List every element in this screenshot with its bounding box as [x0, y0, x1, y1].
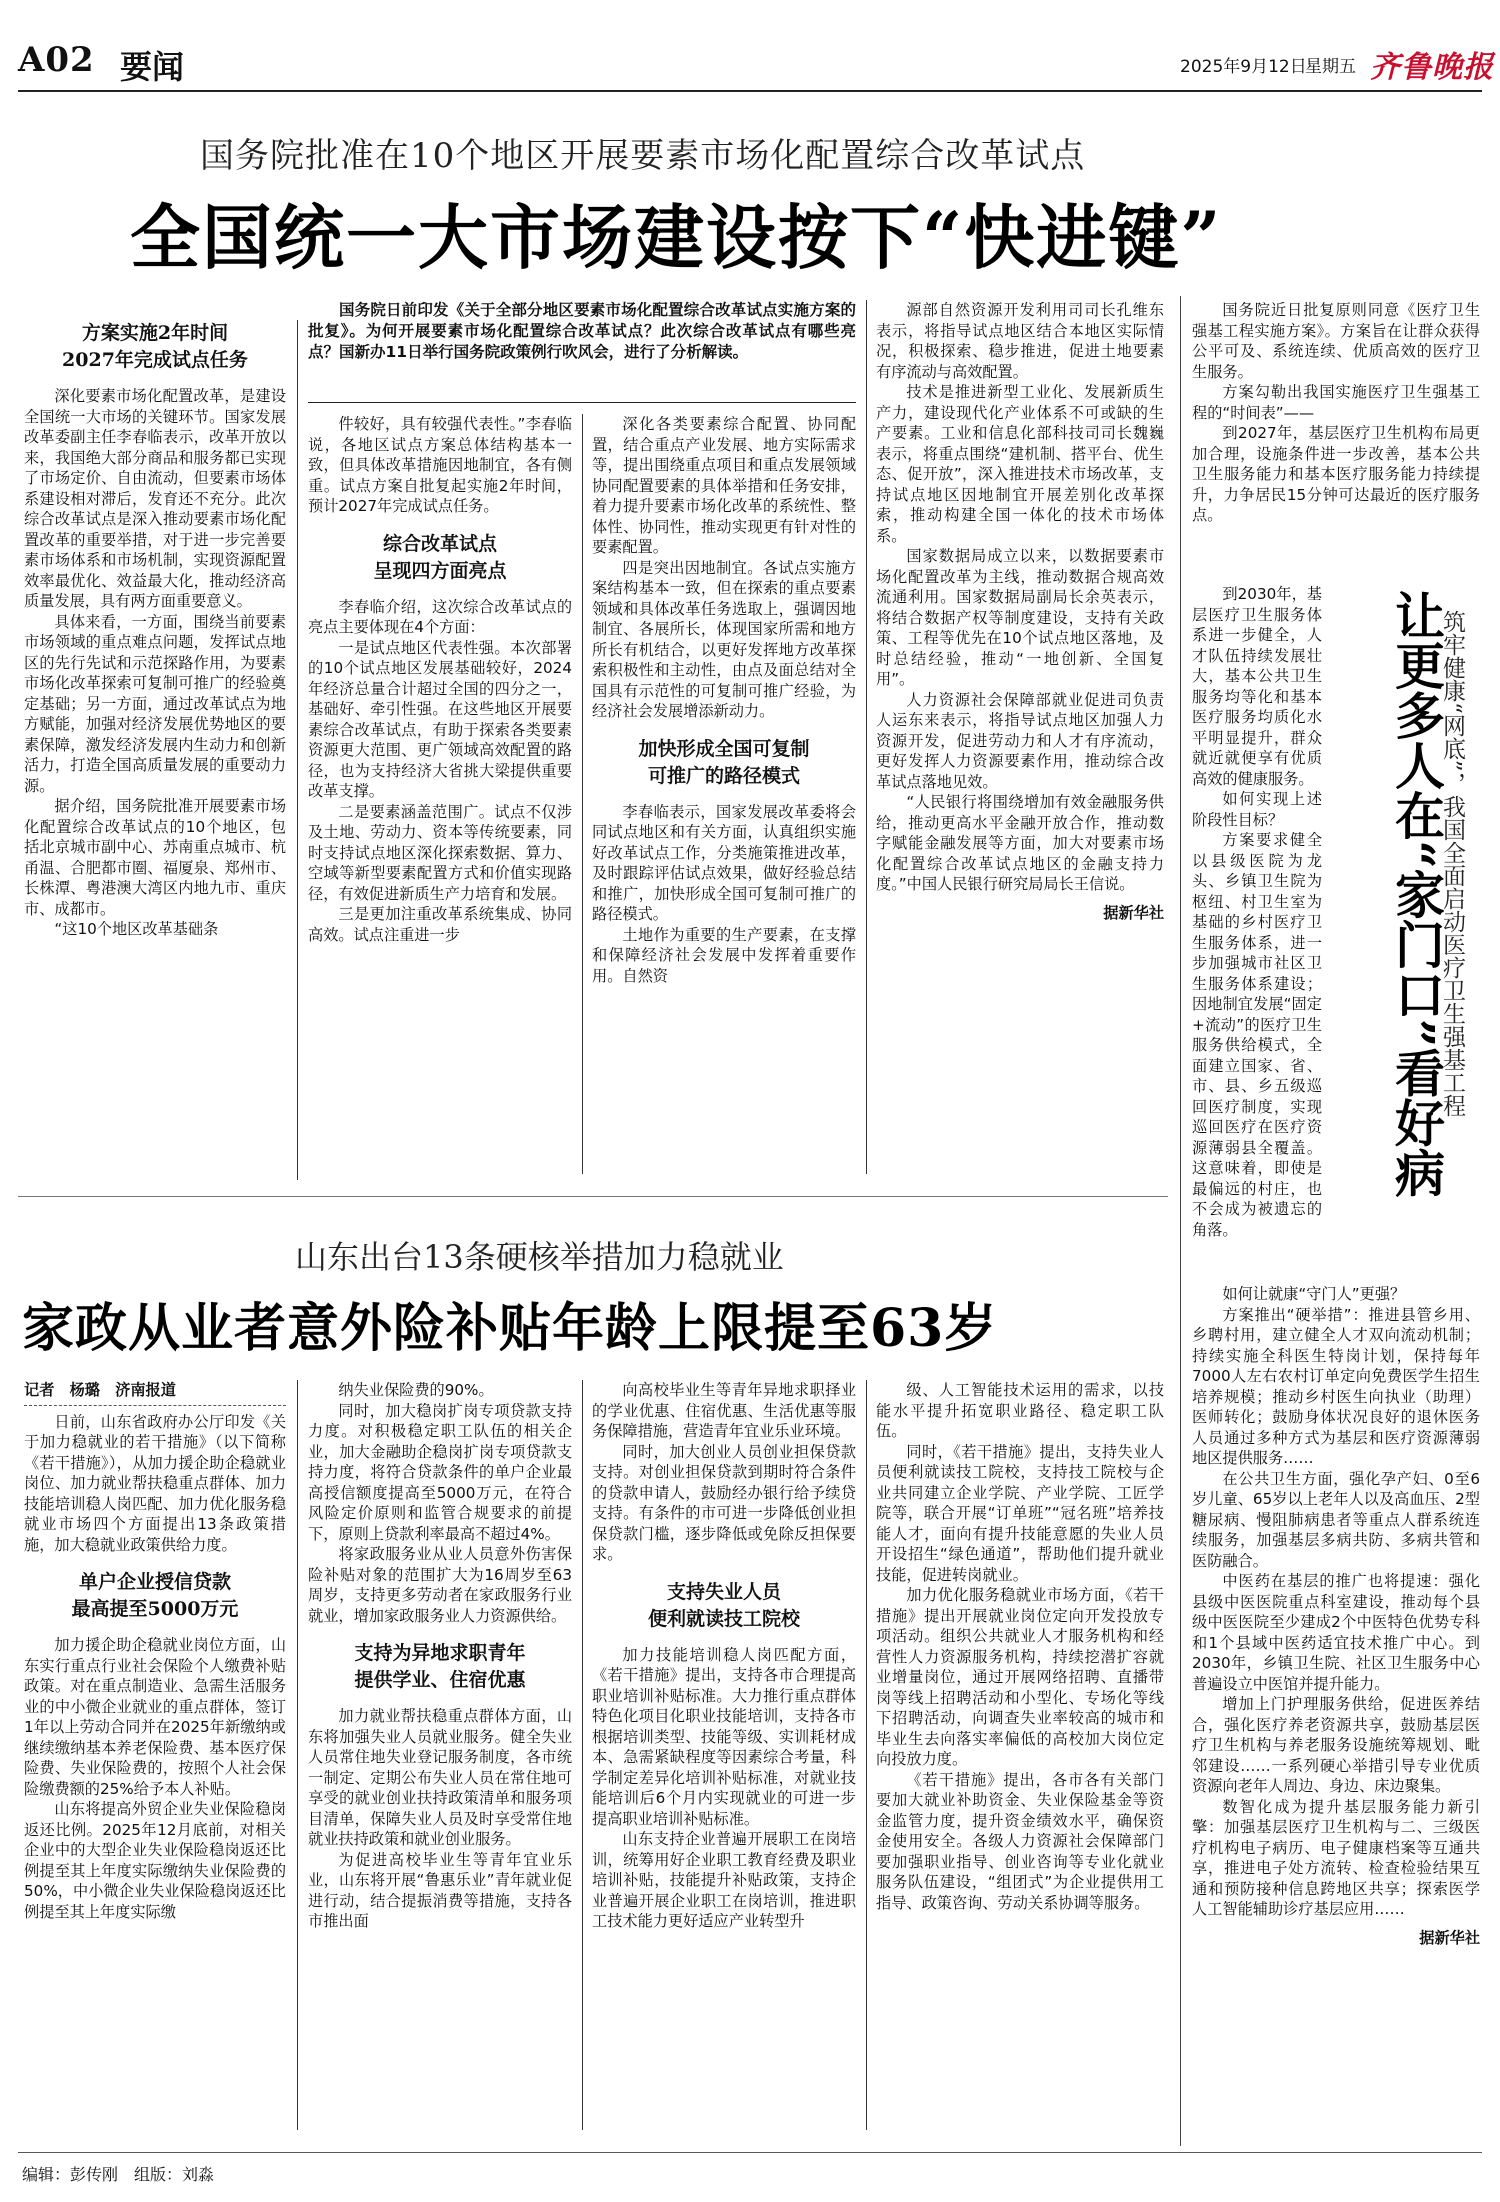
story1-source: 据新华社 — [1103, 903, 1164, 922]
story2-paragraph: 《若干措施》提出，各市各有关部门要加大就业补助资金、失业保险基金等资金监管力度，提升资金绩效水平，确保资金使用安全。各级人力资源社会保障部门要加强职业指导、创业咨询等专业化就业服务队伍建设，“组团式”为企业提供用工指导、政策咨询、劳动关系协调等服务。 — [876, 1770, 1164, 1912]
story2-subhead-1: 单户企业授信贷款 最高提至5000万元 — [71, 1571, 239, 1620]
story2-column-4 — [876, 1380, 1164, 2140]
story1-column-2 — [308, 414, 572, 1180]
page-number: A02 — [18, 40, 95, 80]
story1-column-4 — [876, 300, 1164, 1180]
story1-subhead-1: 方案实施2年时间 2027年完成试点任务 — [62, 322, 248, 371]
story2-paragraph: 日前，山东省政府办公厅印发《关于加力稳就业的若干措施》（以下简称《若干措施》），从加力援企助企稳就业岗位、加力就业帮扶稳重点群体、加力技能培训稳人岗匹配、加力优化服务稳就业市场四个方面提出13条政策措施，加大稳就业政策供给力度。 — [24, 1412, 286, 1554]
story3-narrow-text — [1192, 584, 1322, 1284]
story1-paragraph: 一是试点地区代表性强。本次部署的10个试点地区发展基础较好，2024年经济总量合计超过全国的四分之一，基础好、牵引性强。在这些地区开展要素综合改革试点，有助于探索各类要素资源更大范围、更广领域高效配置的路径，也为支持经济大省挑大梁提供重要改革支撑。 — [308, 638, 572, 800]
story1-headline: 全国统一大市场建设按下“快进键” — [130, 196, 1223, 279]
column-divider — [866, 1380, 867, 2130]
column-divider — [582, 1380, 583, 2130]
story3-paragraph: 如何实现上述阶段性目标？ — [1192, 790, 1322, 829]
story1-paragraph: 深化要素市场化配置改革，是建设全国统一大市场的关键环节。国家发展改革委副主任李春临表示，改革开放以来，我国绝大部分商品和服务都已实现了市场定价、自由流动，但要素市场体系建设相对滞后，发育还不充分。此次综合改革试点是深入推动要素市场化配置改革的重要举措，对于进一步完善要素市场体系和市场机制，实现资源配置效率最优化、效益最大化，推动经济高质量发展，具有两方面重要意义。 — [24, 387, 286, 610]
story1-paragraph: 四是突出因地制宜。各试点实施方案结构基本一致，但在探索的重点要素领域和具体改革任务选取上，强调因地制宜、各展所长，体现国家所需和地方所长有机结合，以更好发挥地方改革探索积极性和主动性，由点及面总结对全国具有示范性的可复制可推广经验，为经济社会发展增添新动力。 — [592, 558, 856, 720]
story1-subhead-2: 综合改革试点 呈现四方面亮点 — [373, 532, 507, 582]
story3-source: 据新华社 — [1419, 1928, 1480, 1947]
story3-paragraph: 到2027年，基层医疗卫生机构布局更加合理，设施条件进一步改善，基本公共卫生服务能力和基本医疗服务能力持续提升，力争居民15分钟可达最近的医疗服务点。 — [1192, 424, 1480, 524]
story1-paragraph: 三是更加注重改革系统集成、协同高效。试点注重进一步 — [308, 905, 572, 944]
story3-paragraph: 国务院近日批复原则同意《医疗卫生强基工程实施方案》。方案旨在让群众获得公平可及、系统连续、优质高效的医疗卫生服务。 — [1192, 301, 1480, 381]
story3-paragraph: 方案推出“硬举措”：推进县管乡用、乡聘村用，建立健全人才双向流动机制；持续实施全科医生特岗计划，保持每年7000人左右农村订单定向免费医学生招生培养规模；推动乡村医生向执业（助理）医师转化；鼓励身体状况良好的退休医务人员通过多种方式为基层和医疗资源薄弱地区提供服务…… — [1192, 1305, 1480, 1467]
story2-paragraph: 向高校毕业生等青年异地求职择业的学业优惠、住宿优惠、生活优惠等服务保障措施，营造青年宜业乐业环境。 — [592, 1381, 856, 1440]
story1-column-3 — [592, 414, 856, 1180]
story3-subtitle: 筑牢健康“网底”，我国全面启动医疗卫生强基工程 — [1439, 610, 1465, 1117]
story2-paragraph: 将家政服务业从业人员意外伤害保险补贴对象的范围扩大为16周岁至63周岁，支持更多劳动者在家政服务行业就业，增加家政服务业人力资源供给。 — [308, 1545, 572, 1625]
story2-paragraph: 加力就业帮扶稳重点群体方面，山东将加强失业人员就业服务。健全失业人员常住地失业登记服务制度，各市统一制定、定期公布失业人员在常住地可享受的就业创业扶持政策清单和服务项目清单，保障失业人员及时享受常住地就业扶持政策和就业创业服务。 — [308, 1707, 572, 1848]
story1-paragraph: 技术是推进新型工业化、发展新质生产力，建设现代化产业体系不可或缺的生产要素。工业和信息化部科技司司长魏巍表示，将重点围绕“建机制、搭平台、优生态、促开放”，深入推进技术市场改革，支持试点地区因地制宜开展差别化改革探索，推动构建全国一体化的技术市场体系。 — [876, 383, 1164, 545]
story1-intro: 国务院日前印发《关于全部分地区要素市场化配置综合改革试点实施方案的批复》。为何开展要素市场化配置综合改革试点？此次综合改革试点有哪些亮点？国新办11日举行国务院政策例行吹风会，进行了分析解读。 — [308, 301, 856, 361]
editor-credit: 编辑：彭传刚 组版：刘淼 — [22, 2165, 215, 2184]
story2-top-rule — [18, 1196, 1168, 1197]
story3-headline: 让更多人在“家门口”看好病 — [1387, 590, 1446, 1198]
story3-paragraph: 中医药在基层的推广也将提速：强化县级中医医院重点科室建设，推动每个县级中医医院至少建成2个中医特色优势专科和1个县域中医药适宜技术推广中心。到2030年，乡镇卫生院、社区卫生服务中心普遍设立中医馆并提升能力。 — [1192, 1572, 1480, 1693]
header-rule — [18, 90, 1482, 92]
right-column-divider — [1180, 296, 1181, 2146]
story2-byline: 记者 杨璐 济南报道 — [24, 1380, 286, 1406]
story2-paragraph: 山东将提高外贸企业失业保险稳岗返还比例。2025年12月底前，对相关企业中的大型企业失业保险稳岗返还比例提至其上年度实际缴纳失业保险费的50%，中小微企业失业保险稳岗返还比例提至其上年度实际缴 — [24, 1800, 286, 1921]
story2-column-1 — [24, 1380, 286, 2140]
issue-weekday: 星期五 — [1305, 57, 1356, 77]
story1-paragraph: 二是要素涵盖范围广。试点不仅涉及土地、劳动力、资本等传统要素，同时支持试点地区深化探索数据、算力、空域等新型要素配置方式和价值实现路径，有效促进新质生产力培育和发展。 — [308, 802, 572, 903]
masthead-logo: 齐鲁晚报 — [1370, 50, 1494, 85]
story2-column-2 — [308, 1380, 572, 2140]
story1-paragraph: 国家数据局成立以来，以数据要素市场化配置改革为主线，推动数据合规高效流通利用。国家数据局副局长余英表示，将结合数据产权等制度建设，支持有关政策、工程等优先在10个试点地区落地，及时总结经验，推动“一地创新、全国复用”。 — [876, 547, 1164, 688]
footer-rule — [18, 2152, 1482, 2153]
story3-top-text — [1192, 300, 1480, 584]
story2-paragraph: 纳失业保险费的90%。 — [338, 1381, 494, 1399]
story3-paragraph: 在公共卫生方面，强化孕产妇、0至6岁儿童、65岁以上老年人以及高血压、2型糖尿病、慢阻肺病患者等重点人群系统连续服务，加强基层多病共防、多病共管和医防融合。 — [1192, 1469, 1480, 1570]
story1-paragraph: 件较好，具有较强代表性。”李春临说，各地区试点方案总体结构基本一致，但具体改革措施因地制宜，各有侧重。试点方案自批复起实施2年时间，预计2027年完成试点任务。 — [308, 415, 572, 515]
story2-paragraph: 加力技能培训稳人岗匹配方面，《若干措施》提出，支持各市合理提高职业培训补贴标准。大力推行重点群体特色化项目化职业技能培训，支持各市根据培训类型、技能等级、实训耗材成本、急需紧缺程度等因素综合考量，科学制定差异化培训补贴标准，对就业技能培训后6个月内实现就业的可进一步提高职业培训补贴标准。 — [592, 1645, 856, 1828]
story3-paragraph: 数智化成为提升基层服务能力新引擎：加强基层医疗卫生机构与二、三级医疗机构电子病历、电子健康档案等互通共享，推进电子处方流转、检查检验结果互通和预防接种信息跨地区共享；探索医学人工智能辅助诊疗基层应用…… — [1192, 1797, 1480, 1918]
story2-paragraph: 加力援企助企稳就业岗位方面，山东实行重点行业社会保险个人缴费补贴政策。对在重点制造业、急需生活服务业的中小微企业就业的重点群体，签订1年以上劳动合同并在2025年新缴纳或继续缴纳基本养老保险费、基本医疗保险费、失业保险费的，按照个人社会保险缴费额的25%给予本人补贴。 — [24, 1636, 286, 1798]
story3-paragraph: 方案要求健全以县级医院为龙头、乡镇卫生院为枢纽、村卫生室为基础的乡村医疗卫生服务体系，进一步加强城市社区卫生服务体系建设；因地制宜发展“固定+流动”的医疗卫生服务供给模式，全面建立国家、省、市、县、乡五级巡回医疗制度，实现巡回医疗在医疗资源薄弱县全覆盖。这意味着，即使是最偏远的村庄，也不会成为被遗忘的角落。 — [1192, 831, 1322, 1239]
story1-paragraph: 具体来看，一方面，围绕当前要素市场领域的重点难点问题，发挥试点地区的先行先试和示范探路作用，为要素市场化改革探索可复制可推广的经验奠定基础；另一方面，通过改革试点为地方赋能，加强对经济发展优势地区的要素保障，激发经济发展内生动力和创新活力，打造全国高质量发展的重要动力源。 — [24, 612, 286, 795]
story2-paragraph: 同时，加大创业人员创业担保贷款支持。对创业担保贷款到期时符合条件的贷款申请人，鼓励经办银行给予续贷支持。有条件的市可进一步降低创业担保贷款门槛，逐步降低或免除反担保要求。 — [592, 1442, 856, 1563]
story1-paragraph: 李春临介绍，这次综合改革试点的亮点主要体现在4个方面： — [308, 597, 572, 636]
issue-date: 2025年9月12日 — [1180, 57, 1307, 77]
story3-paragraph: 增加上门护理服务供给，促进医养结合，强化医疗养老资源共享，鼓励基层医疗卫生机构与养老服务设施统筹规划、毗邻建设……一系列硬心举措引导专业优质资源向老年人周边、身边、床边聚集。 — [1192, 1695, 1480, 1795]
story1-paragraph: 据介绍，国务院批准开展要素市场化配置综合改革试点的10个地区，包括北京城市副中心、苏南重点城市、杭甬温、合肥都市圈、福厦泉、郑州市、长株潭、粤港澳大湾区内地九市、重庆市、成都市。 — [24, 797, 286, 918]
story2-subhead-2: 支持为异地求职青年 提供学业、住宿优惠 — [354, 1642, 526, 1691]
column-divider — [297, 320, 298, 1180]
story2-paragraph: 级、人工智能技术运用的需求，以技能水平提升拓宽职业路径、稳定职工队伍。 — [876, 1381, 1164, 1440]
story3-bottom-text — [1192, 1284, 1480, 2184]
story3-paragraph: 方案勾勒出我国实施医疗卫生强基工程的“时间表”—— — [1192, 383, 1480, 422]
story1-paragraph: “人民银行将围绕增加有效金融服务供给，推动更高水平金融开放合作，推动数字赋能金融发展等方面，加大对要素市场化配置综合改革试点地区的金融支持力度。”中国人民银行研究局局长王信说。 — [876, 793, 1164, 893]
story2-column-3 — [592, 1380, 856, 2140]
column-divider — [582, 414, 583, 1174]
column-divider — [866, 300, 867, 1174]
story3-paragraph: 到2030年，基层医疗卫生服务体系进一步健全，人才队伍持续发展壮大，基本公共卫生服务均等化和基本医疗服务均质化水平明显提升，群众就近就便享有优质高效的健康服务。 — [1192, 585, 1322, 788]
section-name: 要闻 — [120, 48, 185, 86]
story1-subhead-3: 加快形成全国可复制 可推广的路径模式 — [638, 737, 810, 787]
story2-paragraph: 同时，《若干措施》提出，支持失业人员便利就读技工院校，支持技工院校与企业共同建立企业学院、产业学院、工匠学院等，联合开展“订单班”“冠名班”培养技能人才，面向有提升技能意愿的失业人员开设招生“绿色通道”，帮助他们提升就业技能，促进转岗就业。 — [876, 1442, 1164, 1584]
story1-paragraph: 深化各类要素综合配置、协同配置，结合重点产业发展、地方实际需求等，提出围绕重点项目和重点发展领域协同配置要素的具体举措和任务安排，着力提升要素市场化改革的系统性、整体性、协同性，推动实现更有针对性的要素配置。 — [592, 415, 856, 556]
story2-kicker: 山东出台13条硬核举措加力稳就业 — [295, 1238, 784, 1276]
story1-paragraph: 土地作为重要的生产要素，在支撑和保障经济社会发展中发挥着重要作用。自然资 — [592, 925, 856, 985]
story2-subhead-3: 支持失业人员 便利就读技工院校 — [647, 1580, 800, 1630]
story2-paragraph: 同时，加大稳岗扩岗专项贷款支持力度。对积极稳定职工队伍的相关企业，加大金融助企稳岗扩岗专项贷款支持力度，将符合贷款条件的单户企业最高授信额度提高至5000万元，在符合风险定价原则和监管合规要求的前提下，原则上贷款利率最高不超过4%。 — [308, 1401, 572, 1543]
story2-paragraph: 加力优化服务稳就业市场方面，《若干措施》提出开展就业岗位定向开发投放专项活动。组织公共就业人才服务机构和经营性人力资源服务机构，持续挖潜扩容就业增量岗位，通过开展网络招聘、直播带岗等线上招聘活动和小型化、专场化等线下招聘活动，向调查失业率较高的城市和毕业生去向落实率偏低的高校加大岗位定向投放力度。 — [876, 1586, 1164, 1768]
story1-paragraph: 源部自然资源开发利用司司长孔维东表示，将指导试点地区结合本地区实际情况，积极探索、稳步推进，促进土地要素有序流动与高效配置。 — [876, 301, 1164, 381]
story1-intro-rule — [308, 402, 856, 403]
story2-headline: 家政从业者意外险补贴年龄上限提至63岁 — [22, 1298, 998, 1359]
story2-paragraph: 山东支持企业普遍开展职工在岗培训，统筹用好企业职工教育经费及职业培训补贴，技能提升补贴政策，支持企业普遍开展企业职工在岗培训，推进职工技术能力更好适应产业转型升 — [592, 1830, 856, 1930]
story1-paragraph: 李春临表示，国家发展改革委将会同试点地区和有关方面，认真组织实施好改革试点工作，分类施策推进改革，及时跟踪评估试点效果，做好经验总结和推广，加快形成全国可复制可推广的路径模式。 — [592, 802, 856, 923]
story3-paragraph: 如何让就康“守门人”更强？ — [1222, 1285, 1406, 1303]
story1-paragraph: 人力资源社会保障部就业促进司负责人运东来表示，将指导试点地区加强人力资源开发，促进劳动力和人才有序流动，更好发挥人力资源要素作用，推动综合改革试点落地见效。 — [876, 690, 1164, 791]
story1-kicker: 国务院批准在10个地区开展要素市场化配置综合改革试点 — [200, 136, 1086, 176]
story1-paragraph: “这10个地区改革基础条 — [54, 920, 219, 938]
story2-paragraph: 为促进高校毕业生等青年宜业乐业，山东将开展“鲁惠乐业”青年就业促进行动，结合提振消费等措施，支持各市推出面 — [308, 1850, 572, 1930]
column-divider — [297, 1380, 298, 2130]
